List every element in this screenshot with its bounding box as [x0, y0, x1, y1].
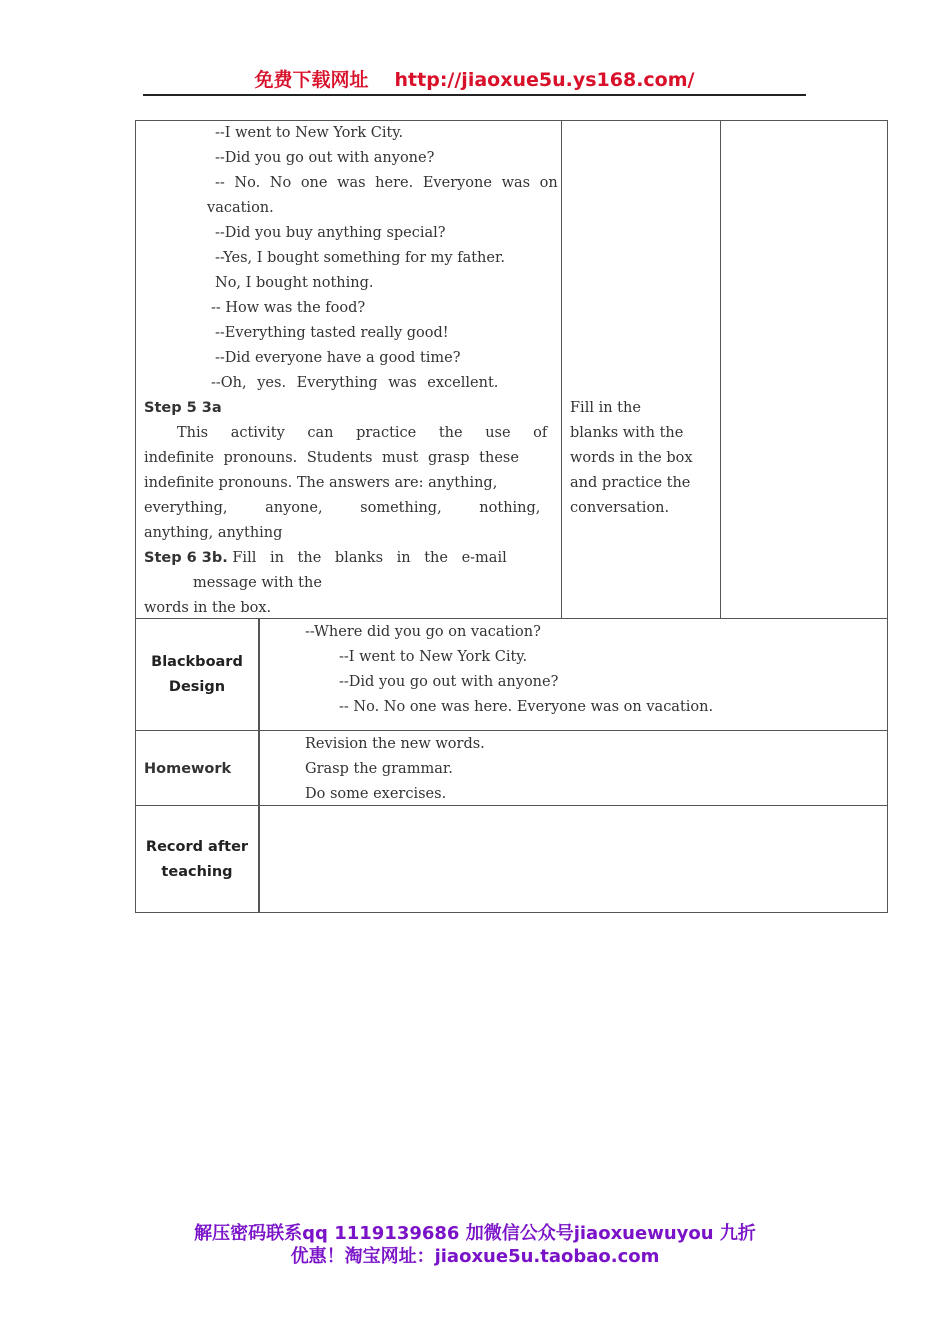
step5-heading: Step 5 3a: [144, 400, 222, 416]
dialogue-line: No, I bought nothing.: [215, 275, 374, 291]
step6-line: words in the box.: [144, 600, 272, 616]
activity-line: Fill in the: [570, 400, 641, 416]
record-label: [135, 835, 259, 885]
step6-line: [144, 546, 507, 571]
homework-line: Grasp the grammar.: [305, 761, 453, 777]
dialogue-line: --Did you go out with anyone?: [215, 150, 435, 166]
header-url[interactable]: http://jiaoxue5u.ys168.com/: [394, 69, 695, 91]
homework-line: Revision the new words.: [305, 736, 485, 752]
dialogue-line: --Did you buy anything special?: [215, 225, 446, 241]
step6-line: message with the: [193, 575, 322, 591]
header-title: 免费下载网址: [254, 69, 369, 91]
footer-line: 优惠！淘宝网址：jiaoxue5u.taobao.com: [290, 1246, 660, 1267]
dialogue-line: --Oh, yes. Everything was excellent.: [211, 375, 499, 391]
step5-line: This activity can practice the use of: [177, 425, 548, 441]
record-content-cell: [258, 805, 888, 913]
record-label-line: teaching: [161, 864, 233, 880]
step6-heading: Step 6 3b.: [144, 550, 228, 566]
dialogue-line: --Yes, I bought something for my father.: [215, 250, 505, 266]
activity-cell: [561, 120, 721, 619]
activity-line: conversation.: [570, 500, 670, 516]
footer-line: 解压密码联系qq 1119139686 加微信公众号jiaoxuewuyou 九折: [194, 1223, 756, 1244]
step5-line: indefinite pronouns. The answers are: anything,: [144, 475, 498, 491]
blackboard-label: [135, 650, 259, 700]
record-label-line: Record after: [145, 839, 249, 855]
dialogue-line: vacation.: [207, 200, 274, 216]
blackboard-label-line: Blackboard: [151, 654, 243, 670]
dialogue-line: --Did everyone have a good time?: [215, 350, 461, 366]
dialogue-line: --Everything tasted really good!: [215, 325, 449, 341]
step6-text: Fill in the blanks in the e-mail: [232, 550, 507, 566]
dialogue-line: --I went to New York City.: [215, 125, 404, 141]
blackboard-line: -- No. No one was here. Everyone was on vacation.: [339, 699, 714, 715]
notes-cell: [720, 120, 888, 619]
blackboard-line: --Where did you go on vacation?: [305, 624, 541, 640]
step5-line: anything, anything: [144, 525, 283, 541]
dialogue-line: -- How was the food?: [211, 300, 366, 316]
activity-line: words in the box: [570, 450, 693, 466]
activity-line: blanks with the: [570, 425, 684, 441]
blackboard-line: --Did you go out with anyone?: [339, 674, 559, 690]
dialogue-line-text: -- No. No one was here. Everyone was on: [215, 175, 558, 191]
activity-line: and practice the: [570, 475, 691, 491]
step5-line: everything, anyone, something, nothing,: [144, 500, 541, 516]
homework-line: Do some exercises.: [305, 786, 447, 802]
blackboard-label-line: Design: [168, 679, 226, 695]
dialogue-line: [215, 171, 558, 196]
blackboard-line: --I went to New York City.: [339, 649, 528, 665]
page-header: [143, 66, 806, 96]
step5-line: indefinite pronouns. Students must grasp these: [144, 450, 519, 466]
homework-label: Homework: [144, 761, 232, 777]
